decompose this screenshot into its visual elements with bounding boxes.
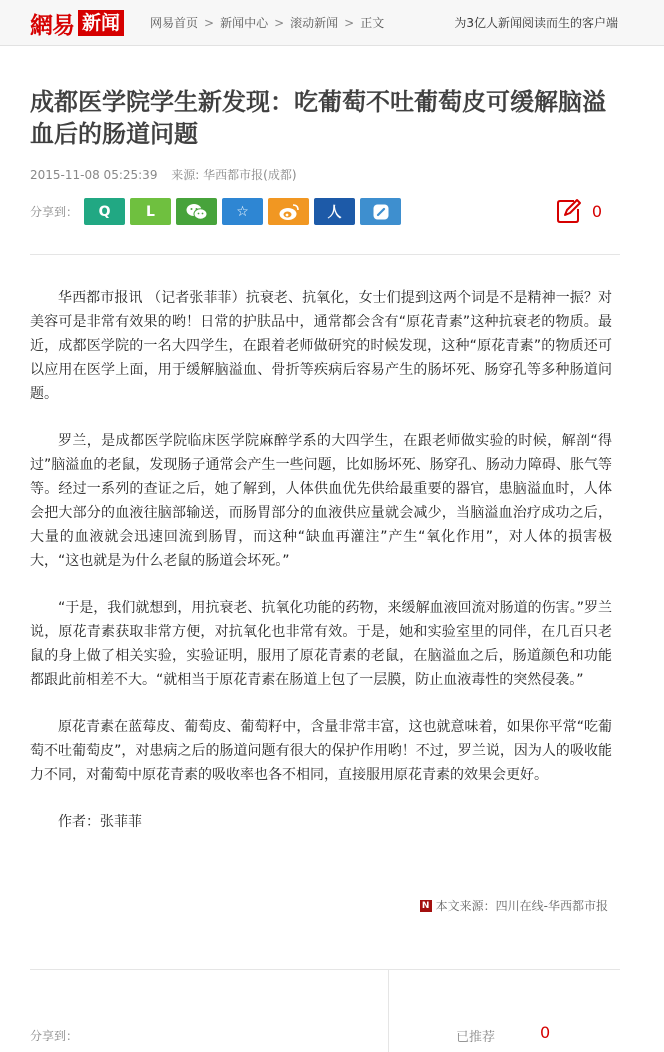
article-paragraph: 原花青素在蓝莓皮、葡萄皮、葡萄籽中，含量非常丰富，这也就意味着，如果你平常“吃葡萄不吐葡萄皮”，对患病之后的肠道问题有很大的保护作用哟！不过，罗兰说，因为人的吸收能力不同，对葡萄中原花青素的吸收率也各不相同，直接服用原花青素的效果会更好。 xyxy=(30,719,612,783)
renren-icon: 人 xyxy=(327,204,342,221)
footer-divider xyxy=(30,969,620,970)
client-app-link[interactable]: 为3亿人新闻阅读而生的客户端 xyxy=(454,16,618,30)
weibo-icon xyxy=(278,203,300,221)
header-divider xyxy=(30,254,620,255)
breadcrumb-separator: > xyxy=(274,15,285,30)
netease-news-logo[interactable] xyxy=(30,8,124,38)
comment-button[interactable] xyxy=(556,198,602,224)
logo-wangyi-text: 網易 xyxy=(30,11,74,39)
article-body xyxy=(30,286,612,834)
comment-count[interactable]: 0 xyxy=(591,201,602,221)
footer-vertical-divider xyxy=(388,970,389,1052)
share-sina-weibo-button[interactable] xyxy=(268,198,309,225)
breadcrumb-news-center[interactable]: 新闻中心 xyxy=(220,16,269,30)
breadcrumb-home[interactable]: 网易首页 xyxy=(150,16,199,30)
top-nav-bar xyxy=(0,0,664,46)
star-icon: ☆ xyxy=(236,203,249,220)
article-source[interactable]: 来源: 华西都市报(成都) xyxy=(171,168,297,182)
yixin-icon xyxy=(372,203,390,221)
breadcrumb-separator: > xyxy=(204,15,215,30)
recommended-count: 0 xyxy=(540,1023,551,1042)
article-paragraph: 华西都市报讯 （记者张菲菲）抗衰老、抗氧化，女士们提到这两个词是不是精神一振？对美容可是非常有效果的哟！日常的护肤品中，通常都会含有“原花青素”这种抗衰老的物质。最近，成都医学院的一名大四学生，在跟着老师做研究的时候发现，这种“原花青素”的物质还可以应用在医学上面，用于缓解脑溢血、骨折等疾病后容易产生的肠坏死、肠穿孔等多种肠道问题。 xyxy=(30,290,612,402)
share-qzone-button[interactable] xyxy=(84,198,125,225)
article-meta xyxy=(30,166,297,183)
article-source-footer xyxy=(420,897,608,914)
breadcrumb-rolling-news[interactable]: 滚动新闻 xyxy=(290,16,339,30)
author-line: 作者：张菲菲 xyxy=(58,814,142,830)
share-label: 分享到： xyxy=(30,205,79,219)
qzone-icon: Q xyxy=(98,203,111,220)
footer-share-label: 分享到： xyxy=(30,1029,79,1043)
breadcrumb-separator: > xyxy=(344,15,355,30)
share-line-button[interactable] xyxy=(130,198,171,225)
share-yixin-button[interactable] xyxy=(360,198,401,225)
share-qq-weibo-button[interactable] xyxy=(222,198,263,225)
breadcrumb xyxy=(150,14,384,31)
share-bar xyxy=(30,198,406,225)
share-wechat-button[interactable] xyxy=(176,198,217,225)
source-footer-text[interactable]: 本文来源：四川在线-华西都市报 xyxy=(435,899,608,913)
edit-comment-icon xyxy=(556,198,582,224)
article-title: 成都医学院学生新发现：吃葡萄不吐葡萄皮可缓解脑溢血后的肠道问题 xyxy=(30,87,606,148)
logo-xinwen-text: 新闻 xyxy=(78,10,124,36)
publish-datetime: 2015-11-08 05:25:39 xyxy=(30,168,158,182)
wechat-icon xyxy=(186,203,208,221)
breadcrumb-current: 正文 xyxy=(360,16,385,30)
share-renren-button[interactable] xyxy=(314,198,355,225)
recommended-label[interactable]: 已推荐 xyxy=(456,1030,496,1045)
line-icon: L xyxy=(146,203,155,220)
article-paragraph: 罗兰，是成都医学院临床医学院麻醉学系的大四学生，在跟老师做实验的时候，解剖“得过”脑溢血的老鼠，发现肠子通常会产生一些问题，比如肠坏死、肠穿孔、肠动力障碍、胀气等等。经过一系列的查证之后，她了解到，人体供血优先供给最重要的器官，患脑溢血时，人体会把大部分的血液往脑部输送，而肠胃部分的血液供应量就会减少，当脑溢血治疗成功之后，大量的血液就会迅速回流到肠胃，而这种“缺血再灌注”产生“氧化作用”，对人体的损害极大，“这也就是为什么老鼠的肠道会坏死。” xyxy=(30,433,612,569)
article-paragraph: “于是，我们就想到，用抗衰老、抗氧化功能的药物，来缓解血液回流对肠道的伤害。”罗兰说，原花青素获取非常方便，对抗氧化也非常有效。于是，她和实验室里的同伴，在几百只老鼠的身上做了相关实验，实验证明，服用了原花青素的老鼠，在脑溢血之后，肠道颜色和功能都跟此前相差不大。“就相当于原花青素在肠道上包了一层膜，防止血液毒性的突然侵袭。” xyxy=(30,600,612,688)
netease-n-icon: N xyxy=(420,900,432,912)
